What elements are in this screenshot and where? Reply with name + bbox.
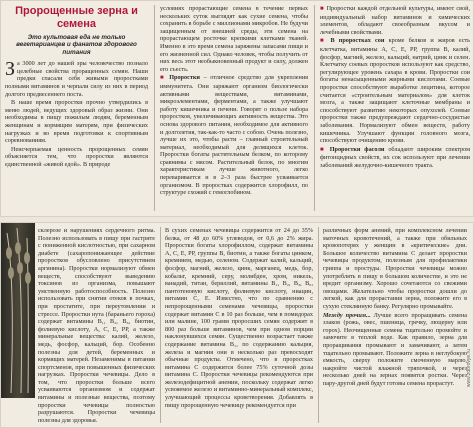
article-bottom-panel (0, 222, 474, 428)
column-divider (318, 227, 319, 423)
paragraph: склерозе и нарушениях сердечного ритма. Полезно использовать в пищу при гастрите с пониженной кислотностью, при сахарном диабете (сахаропонижающее действие проростков обусловлено присутствием аргинина). Проростки нормализуют обмен веществ, способствуют выведению токсинов из организма, повышают умственную работоспособность. Полезно использовать при снятии отеков в почках, при простатите, при переутомлении и стрессе. Проростки нута (бараньего гороха) содержат витамины В₁, В₂, В₆, биотин, фолиевую кислоту, А, С, Е, РР, а также минеральные вещества: калий, железо, медь, фосфор, кальций, бор. Особенно полезны для детей, беременных и кормящих матерей. Незаменимы в питании спортсменов, при повышенных физических нагрузках. Проростки чечевицы. Дело в том, что проростки больше всего усваиваются организмом и содержат витамины и полезные вещества, поэтому проростки чечевицы полностью разрушаются. Проростки чечевицы полезны для здоровья. (38, 227, 155, 424)
bullet-icon: ■ (320, 38, 331, 45)
article-bottom-column-3 (323, 227, 467, 427)
paragraph: обладают широким спектром фитонцидных свойств, их сок используют при лечении заболеваний желудочно-кишечного тракта. (320, 145, 470, 169)
article-column-3-text (320, 5, 470, 169)
paragraph: – отличное средство для укрепления иммунитета. Они заряжают организм биологически активными веществами, витаминами, микроэлементами, ферментами, а также улучшают работу кишечника и печени. Говорят о пользе набора проростков, увеличивающих активность вещества. Это основа здорового питания, необходимое для активного и долголетия, так-как-то часто с собою. Очень полезно, лучше их это, чтобы расти – главный строительный материал, необходимый для делящихся клеток. Проростки богаты растительным белком, по которому сравнимы с мясом. Растительный белок, по многим характеристикам лучше животного, легко переваривается и в 2–3 раза быстрее усваивается организмом. В проростках содержится хлорофилл, по структуре схожий с гемоглобином. (160, 74, 308, 197)
article-bottom-column-1 (38, 227, 155, 427)
section-heading: Проростки (169, 74, 200, 82)
paragraph: Проростки каждой отдельной культуры, имеют свой, индивидуальный набор витаминов и химических элементов, обладают своеобразным вкусом и лечебными свойствами. (320, 5, 470, 36)
bullet-icon: ■ (160, 75, 170, 82)
paragraph: Лучше всего проращивать семена злаков (рожь, овес, пшеница, гречку, люцерну или горох). Неочищенные семена тщательно промойте и замочите в теплой воде. Как правило, зерна для проращивания промывают и замачивают, а затем тщательно промывают. Положите зерна в неглубокую емкость, сверху положите смоченную марлю, накройте чистой влажной тряпочкой, и через несколько дней на зернах появятся ростки. Через пару-другой дней будут готовы семена прорастут. (323, 311, 467, 387)
article-column-1 (5, 5, 148, 213)
paragraph: условиях прорастающие семена в течение первых нескольких суток выглядят как сухие семена, чтобы сохранить в борьбе с миллионами микробов. Не будучи защищенным от внешней среды, эти семена на прорастающем росточке крепкими клетками тканей. Именно в это время семена заряжены запасами пищи и его жизненной сил. Однако человек, чтобы получить от них весь этот необыкновенный продукт и силу, должен его съесть. (160, 5, 308, 73)
paragraph: В наше время проростки прочно утвердились в меню людей, ведущих здоровый образ жизни. Они необходимы в пищу пожилым людям, беременным женщинам и кормящим матерям, при физических нагрузках и во время подготовки к спортивным соревнованиям. (5, 99, 148, 145)
wheat-photo (1, 223, 35, 398)
column-divider (154, 5, 155, 211)
article-column-2-text (160, 5, 308, 197)
section-heading: Между прочим... (323, 311, 371, 319)
wheat-ears-icon (1, 223, 35, 398)
article-column-2 (160, 5, 308, 213)
article-bottom-column-2 (165, 227, 313, 427)
article-bottom-column-3-text (323, 227, 467, 387)
column-divider (160, 227, 161, 423)
article-bottom-column-2-text (165, 227, 313, 409)
paragraph: В сухих семенах чечевицы содержится от 24 до 35% белка, от 48 до 60% углеводов, от 0,6 до 2% жира. Проростки богаты хлорофиллом, содержат витамины А, С, Е, РР, группы В, биотин, а также богаты цинком, кремнием, медью, селеном. Содержат калий, кальций, фосфор, магний, железо, цинк, марганец, медь, бор, кобальт, кремний, серу, молибден, хром, никель, ванадий, титан, бериллий, витамины В₁, В₂, В₃, В₆, пантотеновую кислоту, фолиевую кислоту, ниацин, витамин С, Е. Известно, что по сравнению с непророщенными семенами чечевицы, проростки содержат витамин С в 10 раз больше, чем в помидорах или малине, 100 грамм проросших семян содержит в 800 раз больше витаминов, чем при одном порции наклонувшихся семян. Существенно возрастает также содержание витамина В₁, по содержанию кальция, железа и магния они в несколько раз превосходят обычные продукты. Отмечено, что в проростках витамина С содержится более 75% суточной дозы витамина С. Проростки чечевицы рекомендуются при железодефицитной анемии, поскольку содержат легко усвояемое железо и витаминно-минеральный комплекс, улучшающий процессы кроветворения. Добавлять в пищу пророщенную чечевицу рекомендуется при (165, 227, 313, 409)
article-column-1-text (5, 60, 148, 168)
paragraph: а 3000 лет до нашей эры человечество познало целебные свойства проращенных семян. Наши предки спасали себя живыми проростками полными витаминов и черпали силу из них в период долгого предвесеннего поста. (5, 60, 148, 98)
bullet-icon: ■ (320, 6, 327, 12)
drop-cap: З (5, 58, 16, 81)
source-watermark: www.zdorovye.ru (466, 348, 472, 387)
article-subtitle: Это культовая еда не только вегетарианцев и фанатов здорового питания (16, 34, 137, 56)
section-heading: Проростки фасоли (329, 145, 385, 153)
paragraph: кроме белков и жиров есть клетчатка, витамины А, С, Е, РР, группа В, калий, фосфор, магний, железо, кальций, натрий, цинк и селен. Клетчатку соевых проростков используют как средство, регулирующее уровень сахара в крови. Проростки сои богаты ненасыщенными жирными кислотами. Соевые проростки способствуют выработке лецитина, которое считается «строительным материалом» для клеток мозга, а также защищают клеточные мембраны и способствуют развитию некоторых опухолей. Соевые проростки также предупреждают сердечно-сосудистые заболевания. Нормализуют обмен веществ, работу кишечника. Улучшают функции головного мозга, способствуют очищению крови. (320, 37, 470, 145)
article-title: Пророщенные зерна и семена (15, 5, 138, 30)
paragraph: Неисчерпаемая ценность пророщенных семян объясняется тем, что проростки являются единственной «живой едой». В природе (5, 145, 148, 168)
section-heading: В проростках сои (330, 37, 385, 45)
bullet-icon: ■ (320, 146, 330, 153)
article-bottom-column-1-text (38, 227, 155, 424)
column-divider (314, 5, 315, 211)
article-column-3 (320, 5, 470, 213)
paragraph: различных форм анемий, при комплексном лечении маточных кровотечений, а также при обильных кровопотерях у женщин в «критические» дни. Большое количество витамина С делает проростки чечевицы продуктом, полезным для профилактики гриппа и простуды. Проростки чечевицы можно употреблять в пищу в большом количестве, и это не вредит организму. Хорошо сочетаются со свежими овощами. Желательно чтобы проростки дошли до легкой, как для прорастания зерна, положите его в сухую стеклянную банку. Регулярно промывайте. (323, 227, 467, 310)
